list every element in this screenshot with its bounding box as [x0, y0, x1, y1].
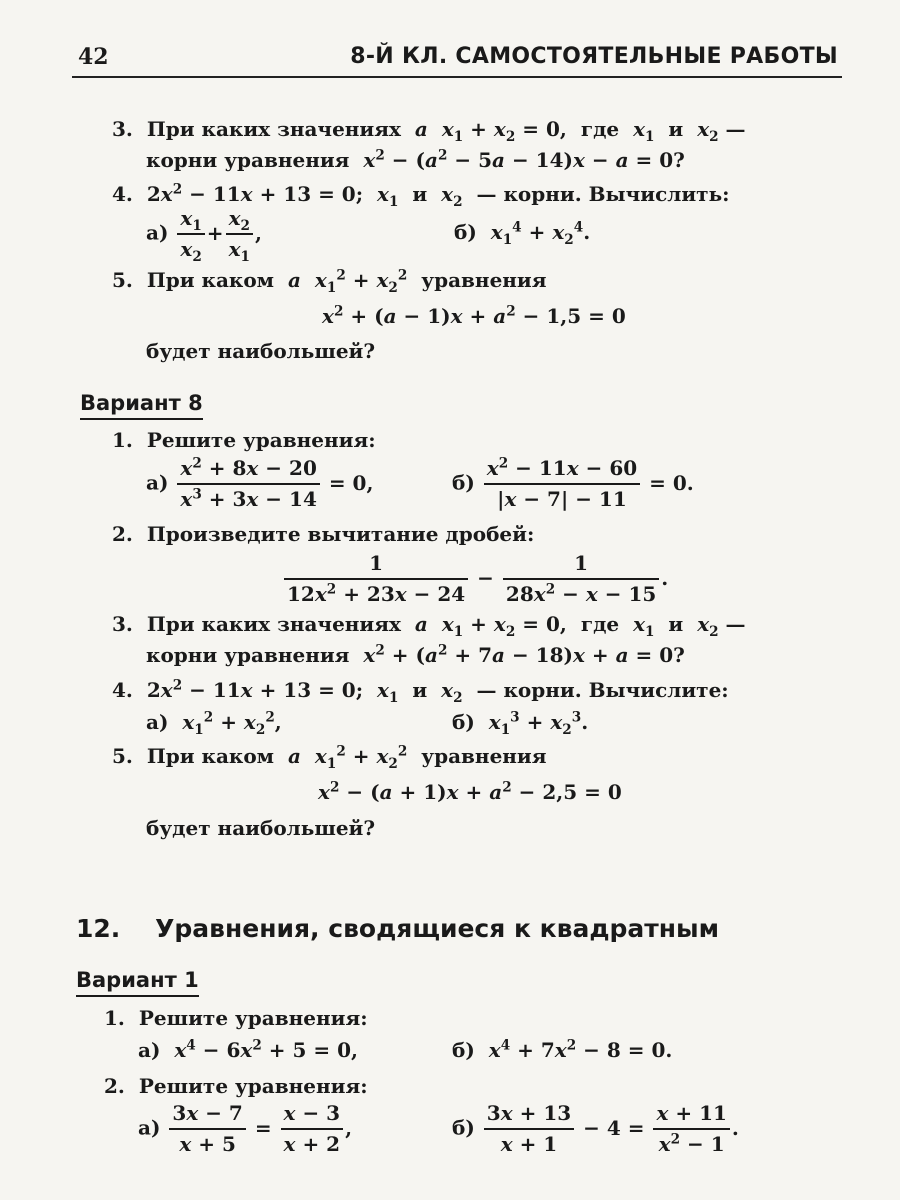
running-title: 8-Й КЛ. САМОСТОЯТЕЛЬНЫЕ РАБОТЫ [350, 44, 838, 69]
variant1-heading: Вариант 1 [76, 968, 199, 992]
prev-task3-line1: 3. При каких значениях a $x_1 + x_2 = 0$, где $x_1$ и $x_2$ — [112, 117, 746, 145]
page-number: 42 [78, 44, 109, 70]
prev-task5-equation: $x^2 + (a - 1)x + a^2 - 1,5 = 0$ [322, 303, 626, 328]
v8-task1-b: б) $\frac{x^2 - 11x - 60}{|x - 7| - 11}$ = 0. [452, 455, 694, 511]
v8-task2-expression: $\frac{1}{12x^2 + 23x - 24}$ − $\frac{1}{28x^2 - x - 15}$ . [282, 552, 668, 606]
v1-task1-a: а) $x^4 - 6x^2 + 5 = 0$, [138, 1037, 358, 1062]
v8-task3-line1: 3. При каких значениях a $x_1 + x_2 = 0$, где $x_1$ и $x_2$ — [112, 612, 746, 640]
prev-task4-parts: а) $\frac{x_1}{x_2}$ + $\frac{x_2}{x_1}$ , [146, 206, 262, 265]
v1-task1-b: б) $x^4 + 7x^2 - 8 = 0$. [452, 1037, 673, 1062]
prev-task5-line3: будет наибольшей? [146, 339, 376, 363]
v8-task5-equation: $x^2 - (a + 1)x + a^2 - 2,5 = 0$ [318, 779, 622, 804]
v1-task1-line1: 1. Решите уравнения: [104, 1006, 368, 1030]
prev-task3-line2: корни уравнения $x^2 - (a^2 - 5a - 14)x - a = 0$? [146, 147, 685, 172]
variant8-heading: Вариант 8 [80, 391, 203, 415]
v1-task2-b: б) $\frac{3x + 13}{x + 1}$ − 4 = $\frac{x + 11}{x^2 - 1}$ . [452, 1101, 739, 1156]
v8-task2-line1: 2. Произведите вычитание дробей: [112, 522, 535, 546]
section-number: 12. [76, 914, 121, 943]
section-heading [76, 914, 719, 943]
page-header [0, 0, 900, 80]
v8-task1-a: а) $\frac{x^2 + 8x - 20}{x^3 + 3x - 14}$ = 0, [146, 455, 374, 511]
v1-task2-a: а) $\frac{3x - 7}{x + 5}$ = $\frac{x - 3}{x + 2}$ , [138, 1101, 353, 1156]
v8-task1-line1: 1. Решите уравнения: [112, 428, 376, 452]
section-title: Уравнения, сводящиеся к квадратным [155, 914, 720, 943]
v8-task5-line1: 5. При каком a $x_1^2 + x_2^2$ уравнения [112, 743, 547, 772]
header-rule [72, 76, 842, 78]
prev-task4-b: б) $x_1^4 + x_2^4$. [454, 219, 591, 248]
v8-task4-a: а) $x_1^2 + x_2^2$, [146, 709, 282, 738]
v8-task3-line2: корни уравнения $x^2 + (a^2 + 7a - 18)x + a = 0$? [146, 642, 685, 667]
prev-task4-line1: 4. $2x^2 - 11x + 13 = 0$; $x_1$ и $x_2$ — корни. Вычислить: [112, 181, 730, 210]
v8-task5-line3: будет наибольшей? [146, 816, 376, 840]
v8-task4-b: б) $x_1^3 + x_2^3$. [452, 709, 589, 738]
v8-task4-line1: 4. $2x^2 - 11x + 13 = 0$; $x_1$ и $x_2$ — корни. Вычислите: [112, 677, 729, 706]
prev-task5-line1: 5. При каком a $x_1^2 + x_2^2$ уравнения [112, 267, 547, 296]
v1-task2-line1: 2. Решите уравнения: [104, 1074, 368, 1098]
